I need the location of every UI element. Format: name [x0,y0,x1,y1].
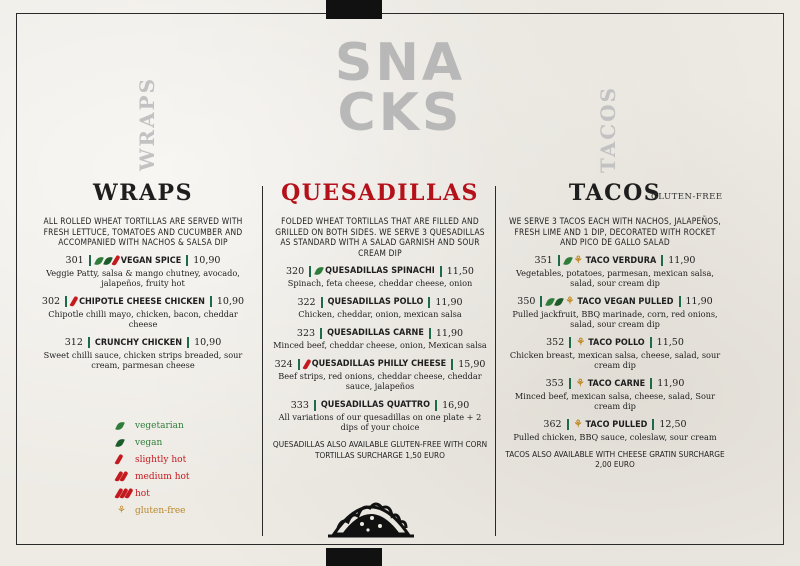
menu-item-name: TACO CARNE [587,378,646,389]
separator-bar [569,337,571,348]
chili-icon [70,296,79,308]
menu-item-name: QUESADILLAS SPINACHI [325,266,435,276]
separator-bar [679,296,681,307]
legend-icons [117,454,132,465]
menu-item-name: TACO PULLED [585,419,648,430]
column-divider [495,186,496,536]
menu-item-name: QUESADILLAS QUATTRO [320,400,431,410]
separator-bar [429,328,431,339]
wraps-column [34,180,252,377]
menu-item-name: QUESADILLAS CARNE [327,328,424,338]
leaf-icon [563,255,573,267]
menu-item-name: VEGAN SPICE [120,255,182,266]
menu-item-price: 11,90 [685,296,713,307]
tacos-item-list [505,254,725,442]
menu-item [505,336,725,370]
menu-item-description: Minced beef, mexican salsa, cheese, salad, Sour cream dip [514,390,716,411]
menu-item-name: TACO POLLO [588,337,645,348]
quesadillas-footnote: QUESADILLAS ALSO AVAILABLE GLUTEN-FREE WITH CORN TORTILLAS SURCHARGE 1,50 EURO [272,439,488,460]
quesadillas-heading: QUESADILLAS [281,180,479,206]
page-title [300,33,500,143]
menu-item-description: Pulled jackfruit, BBQ marinade, corn, red onions, salad, sour cream dip [512,308,718,329]
wheat-icon: ⚘ [576,336,586,348]
separator-bar [187,337,189,348]
icon-legend [117,417,217,519]
side-label-wraps: WRAPS [135,76,159,171]
separator-bar [440,266,442,277]
separator-bar [320,328,322,339]
separator-bar [89,255,91,266]
wheat-icon: ⚘ [575,377,585,389]
menu-item-header [505,254,725,268]
legend-label: hot [135,488,150,499]
menu-item-number: 301 [65,255,84,266]
menu-item [505,295,725,329]
legend-row [117,502,217,519]
separator-bar [451,359,453,370]
menu-item-description: All variations of our quesadillas on one plate + 2 dips of your choice [278,412,482,432]
top-binding-bar [326,0,382,19]
menu-item-header [272,326,488,340]
menu-item-number: 353 [545,378,564,389]
legend-icons [117,438,132,448]
menu-item-number: 352 [546,337,565,348]
leaf-icon [555,296,565,308]
menu-item-price: 10,90 [194,337,222,348]
legend-label: gluten-free [135,505,186,516]
separator-bar [186,255,188,266]
wheat-icon: ⚘ [573,418,583,430]
page-title-line-1: SNA [334,33,466,93]
menu-item-header [272,398,488,412]
menu-item-name: TACO VEGAN PULLED [577,296,674,307]
leaf-icon [115,437,125,449]
menu-item-price: 11,90 [657,378,685,389]
leaf-icon [115,420,125,432]
separator-bar [435,400,437,411]
menu-item [505,418,725,442]
menu-item [272,295,488,319]
tacos-intro: WE SERVE 3 TACOS EACH WITH NACHOS, JALAPEÑOS, FRESH LIME AND 1 DIP, DECORATED WITH ROCKET AND PICO DE GALLO SALAD [508,216,722,247]
tacos-footnote: TACOS ALSO AVAILABLE WITH CHEESE GRATIN SURCHARGE 2,00 EURO [505,448,725,469]
separator-bar [650,378,652,389]
separator-bar [569,378,571,389]
separator-bar [558,255,560,266]
separator-bar [88,337,90,348]
legend-row [117,451,217,468]
tacos-heading: TACOS [568,180,662,206]
menu-item [34,254,252,288]
wraps-intro: ALL ROLLED WHEAT TORTILLAS ARE SERVED WITH FRESH LETTUCE, TOMATOES AND CUCUMBER AND ACCOMPANIED WITH NACHOS & SALSA DIP [43,216,243,247]
menu-item-header [505,336,725,350]
wheat-icon: ⚘ [573,254,583,266]
menu-item [34,336,252,370]
menu-item-name: TACO VERDURA [585,255,657,266]
menu-item [272,264,488,288]
menu-item-header [272,264,488,278]
menu-item-number: 312 [64,337,83,348]
separator-bar [321,297,323,308]
chili-icon [111,255,120,267]
column-divider [262,186,263,536]
legend-label: vegetarian [135,420,184,431]
menu-item-number: 333 [290,399,309,411]
separator-bar [652,419,654,430]
menu-item-number: 351 [534,255,553,266]
legend-row [117,468,217,485]
menu-item [34,295,252,329]
menu-item-description: Chicken breast, mexican salsa, cheese, salad, sour cream dip [509,349,721,370]
menu-item [272,357,488,391]
wraps-item-list [34,254,252,370]
menu-item-name: CHIPOTLE CHEESE CHICKEN [79,296,205,307]
menu-item-price: 11,90 [435,327,464,339]
chili-icon [302,358,311,370]
bottom-binding-bar [326,548,382,566]
menu-item-description: Sweet chilli sauce, chicken strips breaded, sour cream, parmesan cheese [43,349,243,370]
menu-item-header [34,336,252,350]
gluten-free-tag: GLUTEN-FREE [651,192,723,202]
menu-item-price: 15,90 [458,358,486,370]
separator-bar [661,255,663,266]
quesadillas-item-list [272,264,488,432]
menu-item-price: 11,90 [435,296,463,308]
menu-item-price: 10,90 [193,255,221,266]
separator-bar [567,419,569,430]
legend-row [117,434,217,451]
menu-item-header [505,418,725,432]
menu-item [272,326,488,350]
legend-label: medium hot [135,471,190,482]
menu-item-name: QUESADILLAS PHILLY CHEESE [311,359,447,369]
legend-icons [117,488,132,499]
separator-bar [540,296,542,307]
menu-item-description: Vegetables, potatoes, parmesan, mexican salsa, salad, sour cream dip [516,267,714,288]
legend-icons [117,471,132,482]
menu-item-number: 323 [296,327,316,339]
menu-item [272,398,488,432]
quesadillas-column [272,180,488,460]
legend-icons [117,506,132,516]
page-title-line-2: CKS [337,83,463,143]
menu-item-description: Beef strips, red onions, cheddar cheese, cheddar sauce, jalapeños [278,371,482,391]
menu-item-description: Pulled chicken, BBQ sauce, coleslaw, sour cream [513,431,717,442]
wheat-icon: ⚘ [117,504,126,516]
menu-item-price: 11,90 [668,255,696,266]
wraps-heading: WRAPS [93,180,193,206]
menu-item [505,254,725,288]
menu-item-price: 10,90 [216,296,245,307]
menu-item-description: Minced beef, cheddar cheese, onion, Mexican salsa [273,340,487,350]
tacos-heading-wrap [505,180,725,206]
menu-item-name: QUESADILLAS POLLO [327,297,424,307]
legend-label: vegan [135,437,163,448]
menu-item-header [505,377,725,391]
leaf-icon [314,265,324,277]
separator-bar [428,297,430,308]
wheat-icon: ⚘ [565,295,575,307]
legend-row [117,417,217,434]
separator-bar [309,266,311,277]
menu-item-number: 350 [517,296,536,307]
legend-row [117,485,217,502]
separator-bar [65,296,67,307]
quesadillas-intro: FOLDED WHEAT TORTILLAS THAT ARE FILLED AND GRILLED ON BOTH SIDES. WE SERVE 3 QUESADILLAS AS STANDARD WITH A SALAD GARNISH AND SOUR CREAM DIP [275,216,485,258]
menu-item-price: 11,50 [656,337,684,348]
menu-item-description: Spinach, feta cheese, cheddar cheese, onion [287,278,473,288]
menu-item-number: 302 [41,296,61,307]
menu-item-number: 324 [274,358,293,370]
menu-item-header [505,295,725,309]
menu-item-name: CRUNCHY CHICKEN [94,337,183,348]
menu-item-header [272,357,488,371]
separator-bar [210,296,212,307]
menu-item-description: Veggie Patty, salsa & mango chutney, avocado, jalapeños, fruity hot [46,267,240,288]
menu-item-description: Chicken, cheddar, onion, mexican salsa [298,309,462,319]
separator-bar [314,400,316,411]
menu-item [505,377,725,411]
menu-item-number: 320 [286,265,305,277]
separator-bar [650,337,652,348]
menu-item-header [272,295,488,309]
menu-item-header [34,295,252,309]
legend-label: slightly hot [135,454,187,465]
menu-item-number: 362 [543,419,562,430]
tacos-column [505,180,725,470]
leaf-icon [103,255,113,267]
legend-icons [117,421,132,431]
leaf-icon [94,255,104,267]
taco-icon [328,488,414,540]
side-label-tacos: TACOS [596,85,620,173]
menu-item-number: 322 [297,296,316,308]
menu-item-header [34,254,252,268]
menu-item-price: 12,50 [659,419,687,430]
menu-item-description: Chipotle chilli mayo, chicken, bacon, cheddar cheese [48,308,238,329]
separator-bar [298,359,300,370]
menu-item-price: 11,50 [446,265,474,277]
menu-item-price: 16,90 [442,399,470,411]
